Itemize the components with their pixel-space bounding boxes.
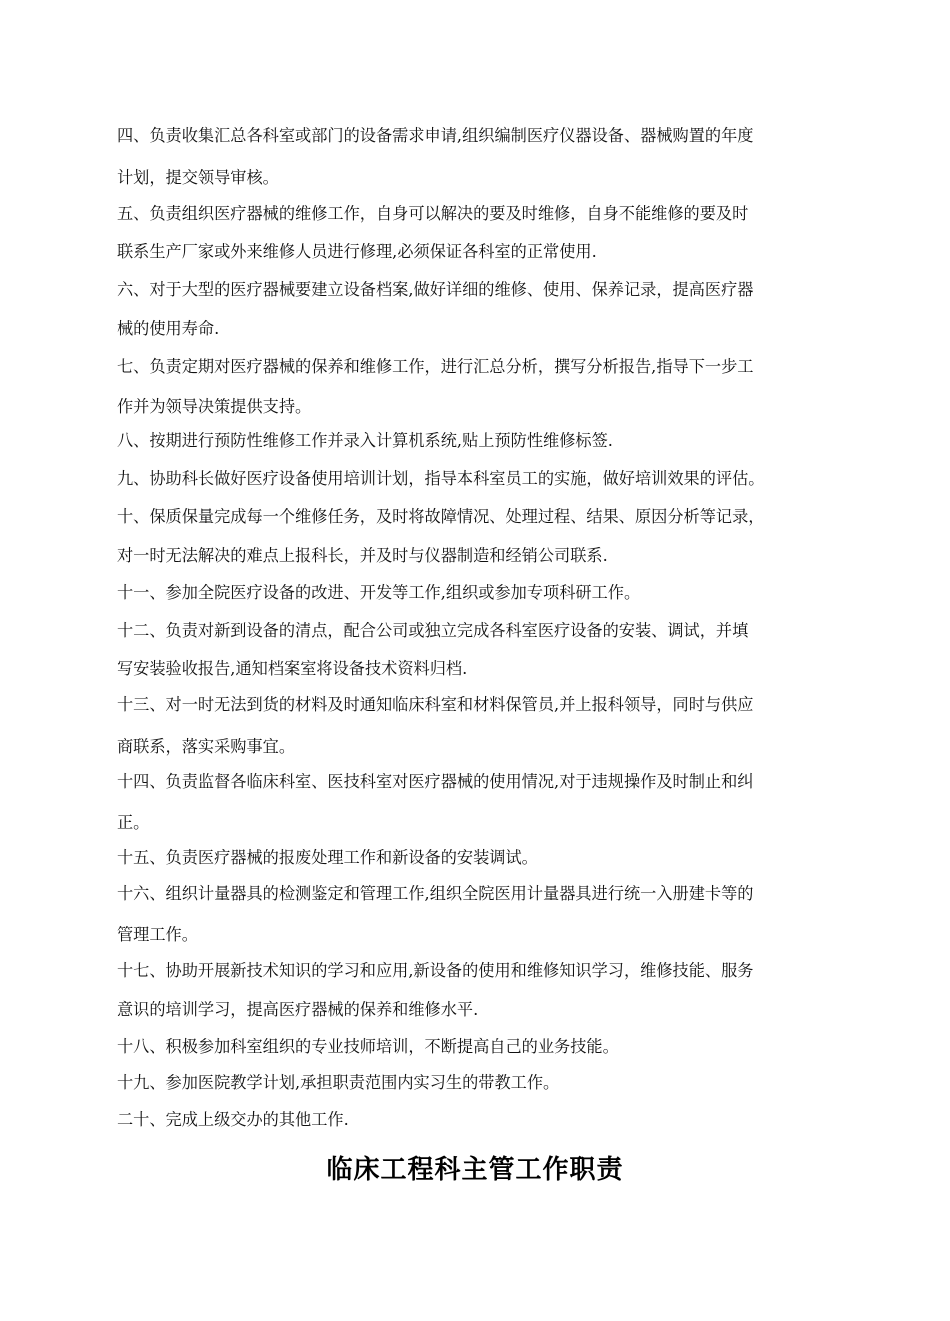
duty-line: 十九、参加医院教学计划,承担职责范围内实习生的带教工作。 [117, 1073, 560, 1092]
duty-line: 对一时无法解决的难点上报科长，并及时与仪器制造和经销公司联系. [117, 546, 608, 565]
duty-line: 计划，提交领导审核。 [117, 168, 279, 187]
duty-line: 意识的培训学习，提高医疗器械的保养和维修水平. [117, 1000, 479, 1019]
duty-line: 管理工作。 [117, 925, 198, 944]
duty-line: 写安装验收报告,通知档案室将设备技术资料归档. [117, 659, 468, 678]
duty-line: 七、负责定期对医疗器械的保养和维修工作，进行汇总分析，撰写分析报告,指导下一步工 [117, 357, 754, 376]
duty-line: 十五、负责医疗器械的报废处理工作和新设备的安装调试。 [117, 848, 538, 867]
duty-line: 十四、负责监督各临床科室、医技科室对医疗器械的使用情况,对于违规操作及时制止和纠 [117, 772, 754, 791]
duty-line: 二十、完成上级交办的其他工作. [117, 1110, 349, 1129]
duty-line: 联系生产厂家或外来维修人员进行修理,必须保证各科室的正常使用. [117, 242, 597, 261]
duty-line: 械的使用寿命. [117, 319, 220, 338]
duty-line: 十八、积极参加科室组织的专业技师培训，不断提高自己的业务技能。 [117, 1037, 619, 1056]
duty-line: 商联系，落实采购事宜。 [117, 737, 296, 756]
duty-line: 九、协助科长做好医疗设备使用培训计划，指导本科室员工的实施，做好培训效果的评估。 [117, 469, 765, 488]
duty-line: 八、按期进行预防性维修工作并录入计算机系统,贴上预防性维修标签. [117, 431, 613, 450]
duty-line: 六、对于大型的医疗器械要建立设备档案,做好详细的维修、使用、保养记录，提高医疗器 [117, 280, 754, 299]
duty-line: 十二、负责对新到设备的清点，配合公司或独立完成各科室医疗设备的安装、调试，并填 [117, 621, 749, 640]
duty-line: 十三、对一时无法到货的材料及时通知临床科室和材料保管员,并上报科领导，同时与供应 [117, 695, 754, 714]
duty-line: 作并为领导决策提供支持。 [117, 397, 312, 416]
section-title: 临床工程科主管工作职责 [326, 1155, 624, 1185]
duty-line: 十一、参加全院医疗设备的改进、开发等工作,组织或参加专项科研工作。 [117, 583, 641, 602]
duty-line: 五、负责组织医疗器械的维修工作，自身可以解决的要及时维修，自身不能维修的要及时 [117, 204, 749, 223]
duty-line: 正。 [117, 813, 150, 832]
duty-line: 十七、协助开展新技术知识的学习和应用,新设备的使用和维修知识学习，维修技能、服务 [117, 961, 754, 980]
duty-line: 四、负责收集汇总各科室或部门的设备需求申请,组织编制医疗仪器设备、器械购置的年度 [117, 126, 754, 145]
duty-line: 十、保质保量完成每一个维修任务，及时将故障情况、处理过程、结果、原因分析等记录， [117, 507, 765, 526]
duty-line: 十六、组织计量器具的检测鉴定和管理工作,组织全院医用计量器具进行统一入册建卡等的 [117, 884, 754, 903]
